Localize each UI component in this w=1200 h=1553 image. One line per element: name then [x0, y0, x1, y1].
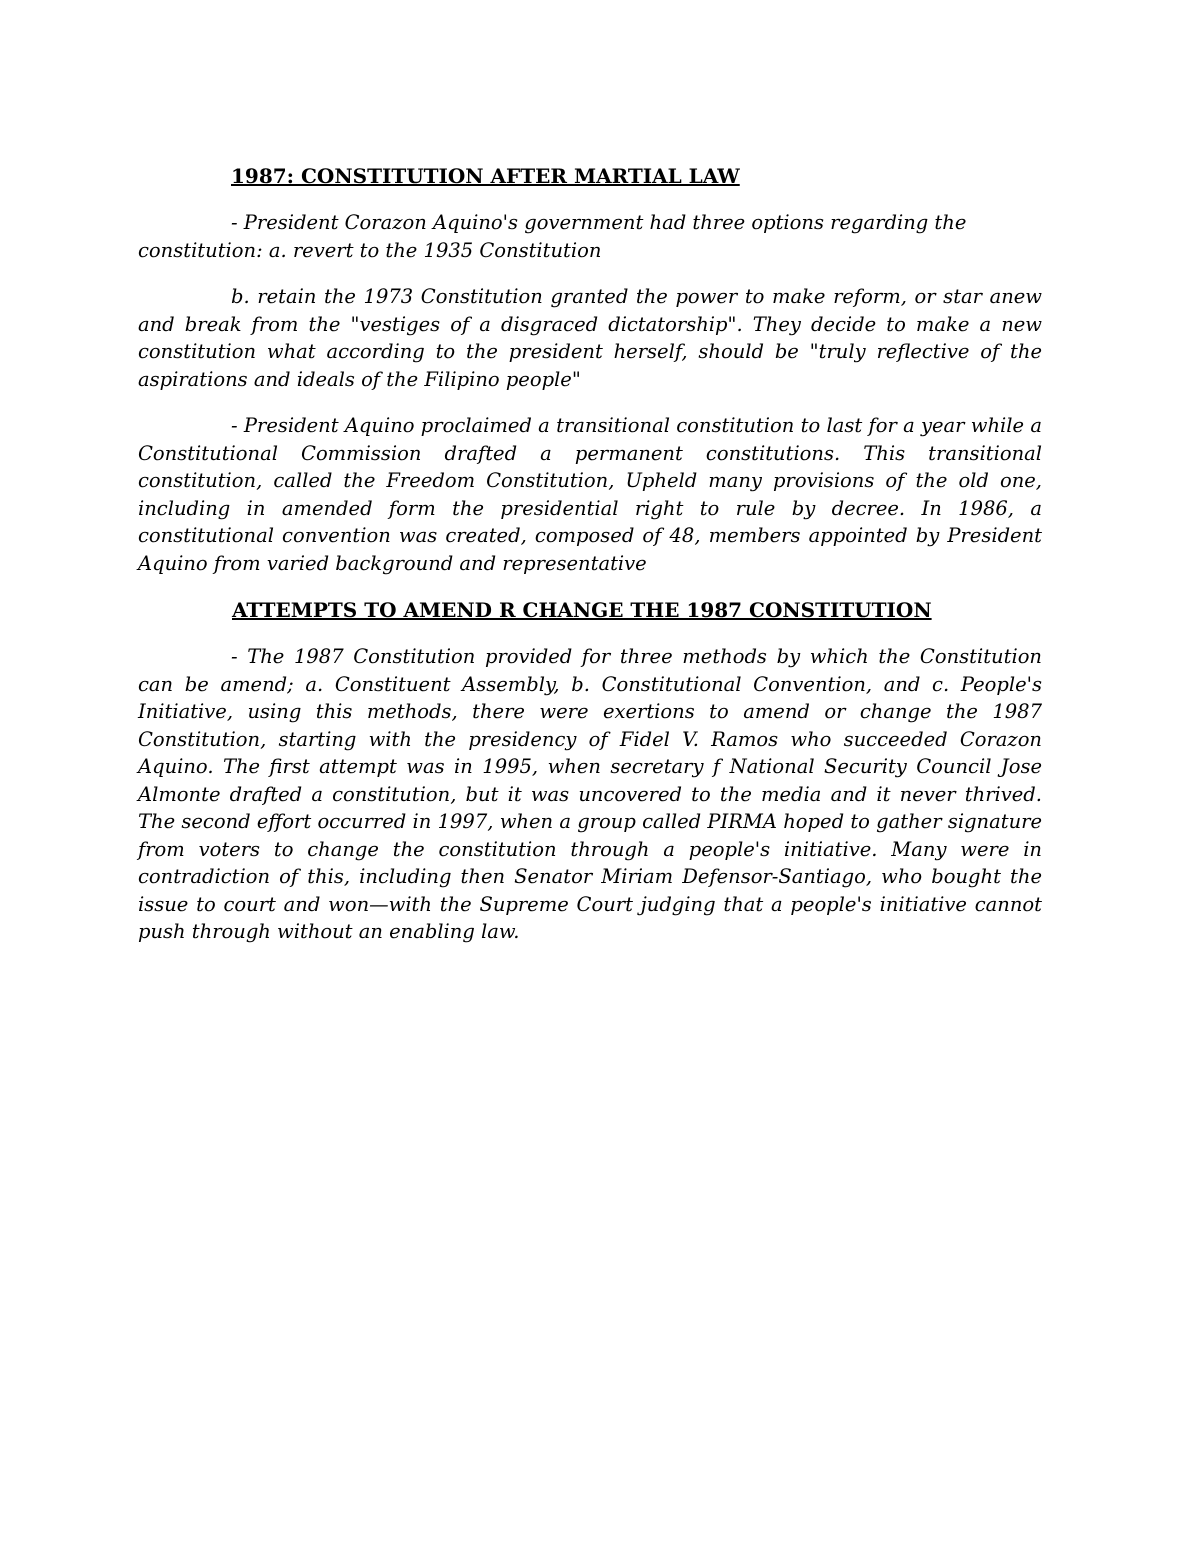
document-page: [138, 162, 1042, 965]
section-heading-amend-attempts: ATTEMPTS TO AMEND R CHANGE THE 1987 CONSTITUTION: [232, 598, 932, 622]
paragraph-options: - President Corazon Aquino's government had three options regarding the constitution: a. revert to the 1935 Constitution: [138, 211, 967, 262]
paragraph-amendment-methods: - The 1987 Constitution provided for three methods by which the Constitution can be amend; a. Constituent Assembly, b. Constitutional Convention, and c. People's Initiative, using this methods, there were exertions to amend or change the 1987 Constitution, starting with the presidency of Fidel V. Ramos who succeeded Corazon Aquino. The first attempt was in 1995, when secretary f National Security Council Jose Almonte drafted a constitution, but it was uncovered to the media and it never thrived. The second effort occurred in 1997, when a group called PIRMA hoped to gather signature from voters to change the constitution through a people's initiative. Many were in contradiction of this, including then Senator Miriam Defensor-Santiago, who bought the issue to court and won—with the Supreme Court judging that a people's initiative cannot push through without an enabling law.: [138, 645, 1042, 943]
section-heading-martial-law: 1987: CONSTITUTION AFTER MARTIAL LAW: [231, 164, 740, 188]
paragraph-retain-1973: b. retain the 1973 Constitution granted the power to make reform, or star anew and break from the "vestiges of a disgraced dictatorship". They decide to make a new constitution what according to the president herself, should be "truly reflective of the aspirations and ideals of the Filipino people": [138, 285, 1042, 391]
paragraph-transitional-constitution: - President Aquino proclaimed a transitional constitution to last for a year while a Constitutional Commission drafted a permanent constitutions. This transitional constitution, called the Freedom Constitution, Upheld many provisions of the old one, including in amended form the presidential right to rule by decree. In 1986, a constitutional convention was created, composed of 48, members appointed by President Aquino from varied background and representative: [138, 414, 1042, 575]
